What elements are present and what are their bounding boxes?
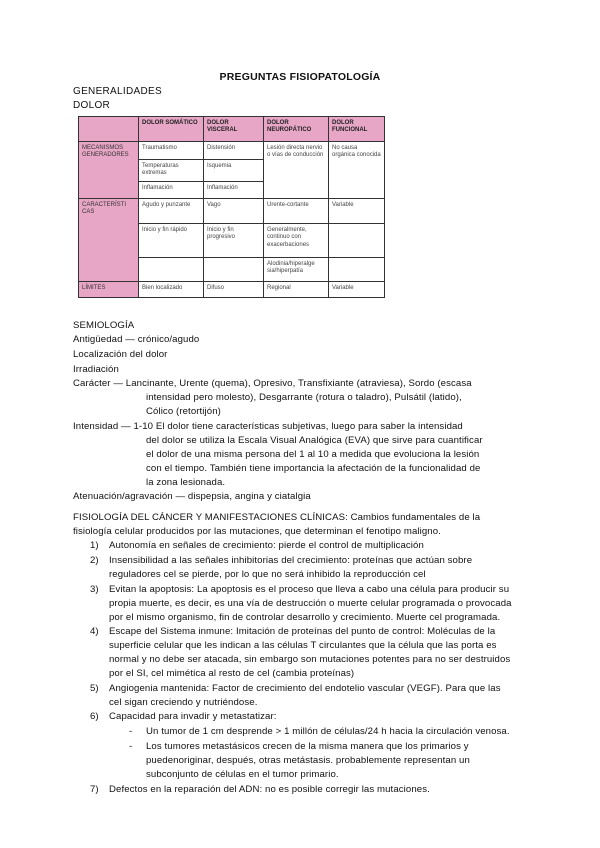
list-number: 7): [90, 784, 99, 795]
semiologia-line: Antigüedad — crónico/agudo: [73, 334, 200, 345]
list-number: 1): [90, 540, 99, 551]
table-cell: Regional: [264, 282, 329, 298]
list-number: 3): [90, 584, 99, 595]
table-header-row: [79, 117, 385, 142]
table-cell: [329, 224, 385, 258]
list-item-text: Defectos en la reparación del ADN: no es posible corregir las mutaciones.: [109, 784, 430, 795]
table-corner-cell: [79, 117, 139, 142]
table-cell: Inicio y fin progresivo: [204, 224, 264, 258]
list-item-text: normal y no debe ser atacada, sin embargo son mutaciones potentes para no ser destruidos: [109, 654, 511, 665]
semiologia-line: Irradiación: [73, 364, 119, 375]
bullet-text: Los tumores metastásicos crecen de la misma manera que los primarios y: [146, 741, 469, 752]
section-heading-semiologia: SEMIOLOGÍA: [73, 320, 135, 331]
list-item-text: reguladores cel se pierde, por lo que no será inhibido la reproducción cel: [109, 569, 426, 580]
table-cell: Inicio y fin rápido: [139, 224, 204, 258]
semiologia-line: Localización del dolor: [73, 349, 168, 360]
pain-types-table: [78, 116, 385, 298]
list-number: 6): [90, 711, 99, 722]
table-cell: Traumatismo: [139, 142, 204, 160]
table-row: [79, 199, 385, 224]
list-item-text: por el SI, cel mimética al resto de cel (cambia proteínas): [109, 668, 355, 679]
semiologia-line: Intensidad — 1-10 El dolor tiene características subjetivas, luego para saber la intensidad: [73, 421, 463, 432]
list-item-text: Capacidad para invadir y metastatizar:: [109, 711, 277, 722]
semiologia-line: con el tiempo. También tiene importancia la afectación de la funcionalidad de: [146, 463, 481, 474]
table-cell: Variable: [329, 199, 385, 224]
list-number: 5): [90, 683, 99, 694]
table-row: [79, 282, 385, 298]
list-number: 2): [90, 555, 99, 566]
semiologia-line: intensidad pero molesto), Desgarrante (rotura o taladro), Pulsátil (latido),: [146, 392, 462, 403]
table-cell: Variable: [329, 282, 385, 298]
page-title: PREGUNTAS FISIOPATOLOGÍA: [219, 71, 381, 83]
bullet-dash: -: [129, 741, 133, 752]
row-label-caracteristicas: CARACTERÍSTI CAS: [79, 199, 139, 282]
cancer-intro-line: FISIOLOGÍA DEL CÁNCER Y MANIFESTACIONES CLÍNICAS: Cambios fundamentales de la: [73, 512, 481, 523]
table-cell: Inflamación: [139, 182, 204, 199]
table-cell: Agudo y punzante: [139, 199, 204, 224]
table-cell: Urente-cortante: [264, 199, 329, 224]
cancer-intro-line: fisiología celular producidos por las mutaciones, que determinan el fenotipo maligno.: [73, 526, 441, 537]
table-cell: Bien localizado: [139, 282, 204, 298]
table-cell: Generalmente, continuo con exacerbaciones: [264, 224, 329, 258]
header-somatico: DOLOR SOMÁTICO: [139, 117, 204, 142]
section-heading-generalidades: GENERALIDADES: [73, 86, 162, 97]
header-neuropatico: DOLOR NEUROPÁTICO: [264, 117, 329, 142]
table-cell: Inflamación: [204, 182, 264, 199]
table-cell: [139, 258, 204, 282]
bullet-text: Un tumor de 1 cm desprende > 1 millón de células/24 h hacia la circulación venosa.: [146, 726, 510, 737]
row-label-mecanismos: MECANISMOS GENERADORES: [79, 142, 139, 199]
list-item-text: Evitan la apoptosis: La apoptosis es el proceso que lleva a cabo una célula para producir su: [109, 584, 510, 595]
list-item-text: cel sigan creciendo y nutriéndose.: [109, 697, 258, 708]
table-cell: Alodinia/hiperalge sia/hiperpatía: [264, 258, 329, 282]
table-cell: Distensión: [204, 142, 264, 160]
table-cell: Lesión directa nervio o vías de conducción: [264, 142, 329, 199]
bullet-text: puedenoriginar, después, otras metástasis. probablemente representan un: [146, 755, 470, 766]
table-cell: No causa orgánica conocida: [329, 142, 385, 199]
table-cell: Isquemia: [204, 160, 264, 182]
list-item-text: superficie celular que les indican a las células T circulantes que la célula que las porta es: [109, 640, 497, 651]
header-funcional: DOLOR FUNCIONAL: [329, 117, 385, 142]
list-item-text: por el mismo organismo, fin de controlar desarrollo y crecimiento. Muerte cel programada.: [109, 612, 501, 623]
semiologia-line: el dolor de una misma persona del 1 al 10 a medida que evoluciona la lesión: [146, 449, 480, 460]
list-number: 4): [90, 626, 99, 637]
row-label-limites: LÍMITES: [79, 282, 139, 298]
table-cell: [329, 258, 385, 282]
bullet-text: subconjunto de células en el tumor primario.: [146, 769, 339, 780]
semiologia-line: del dolor se utiliza la Escala Visual Analógica (EVA) que sirve para cuantificar: [146, 435, 483, 446]
table-cell: Temperaturas extremas: [139, 160, 204, 182]
list-item-text: propia muerte, es decir, es una vía de destrucción o muerte celular programada o provocada: [109, 598, 512, 609]
semiologia-line: la zona lesionada.: [146, 477, 226, 488]
semiologia-line: Cólico (retortijón): [146, 406, 221, 417]
list-item-text: Autonomía en señales de crecimiento: pierde el control de multiplicación: [109, 540, 424, 551]
list-item-text: Angiogenia mantenida: Factor de crecimiento del endotelio vascular (VEGF). Para que las: [109, 683, 501, 694]
semiologia-line: Carácter — Lancinante, Urente (quema), Opresivo, Transfixiante (atraviesa), Sordo (escasa: [73, 378, 472, 389]
table-cell: [204, 258, 264, 282]
table-row: [79, 142, 385, 160]
section-heading-dolor: DOLOR: [73, 100, 111, 111]
header-visceral: DOLOR VISCERAL: [204, 117, 264, 142]
bullet-dash: -: [129, 726, 133, 737]
list-item-text: Insensibilidad a las señales inhibitorias del crecimiento: proteínas que actúan sobre: [109, 555, 473, 566]
table-cell: Vago: [204, 199, 264, 224]
table-cell: Difuso: [204, 282, 264, 298]
semiologia-line: Atenuación/agravación — dispepsia, angina y ciatalgia: [73, 491, 311, 502]
list-item-text: Escape del Sistema inmune: Imitación de proteínas del punto de control: Moléculas de la: [109, 626, 496, 637]
